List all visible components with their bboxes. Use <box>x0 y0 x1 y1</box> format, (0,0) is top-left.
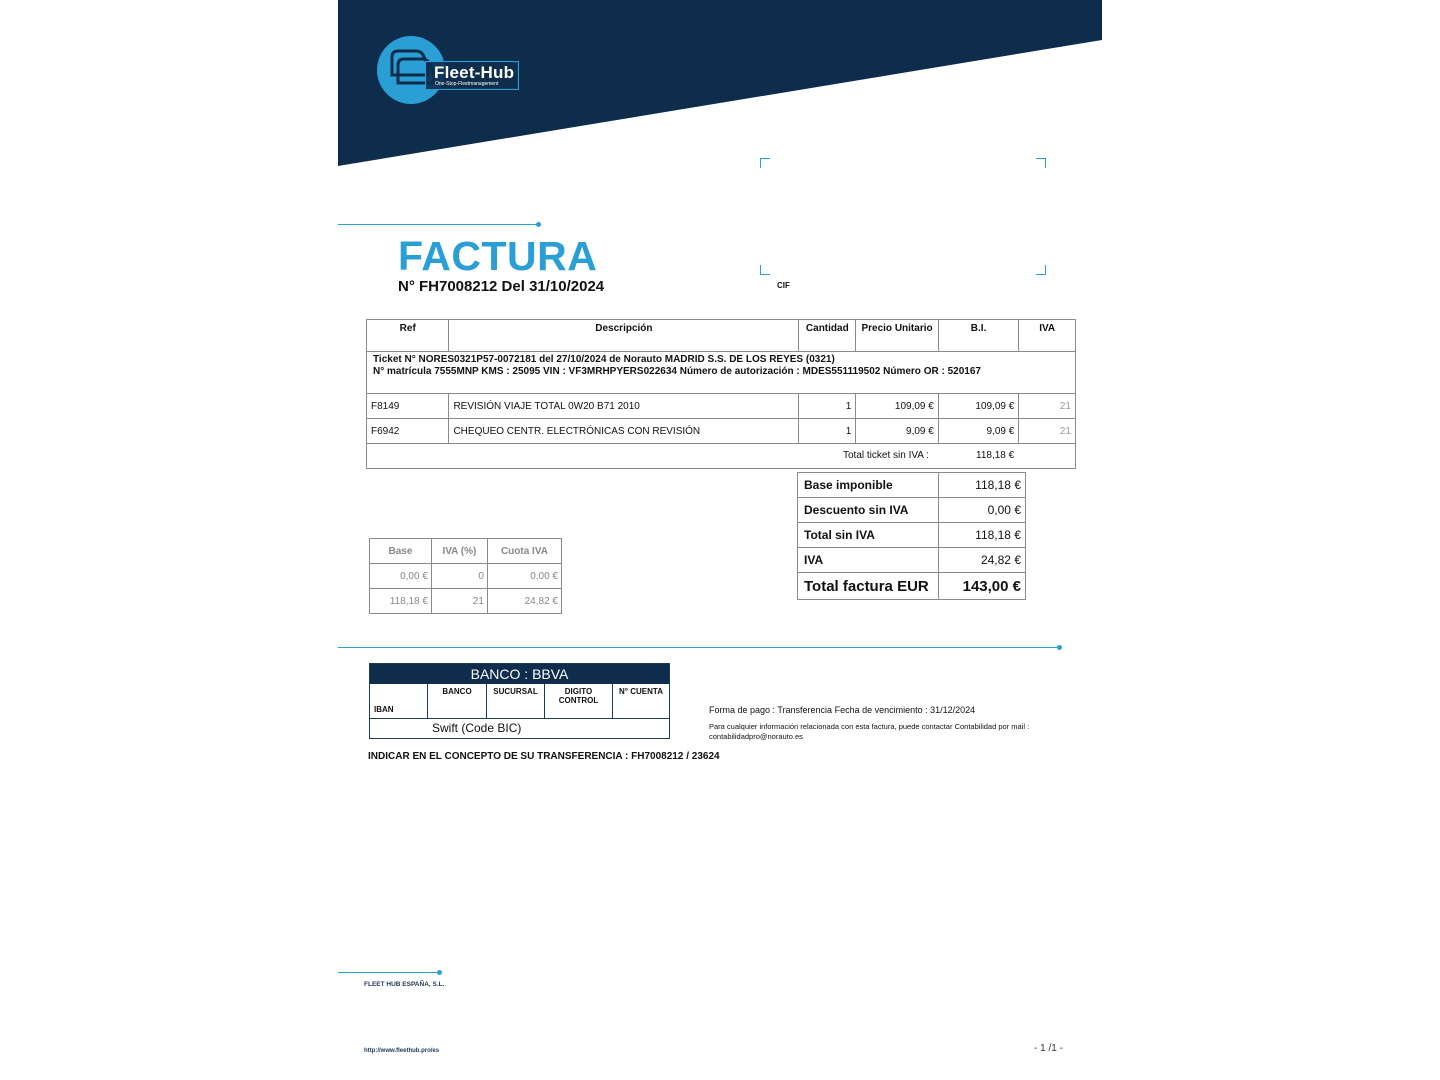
cif-label: CIF <box>777 281 790 290</box>
grand-total-value: 143,00 € <box>939 573 1026 600</box>
title-rule-dot <box>536 222 541 227</box>
vat-col-base: Base <box>370 539 432 564</box>
vat-col-pct: IVA (%) <box>431 539 487 564</box>
col-iva: IVA <box>1019 320 1076 352</box>
base-label: Base imponible <box>798 473 939 498</box>
address-corner-tl <box>760 158 770 168</box>
section-rule <box>338 647 1060 648</box>
totals-row <box>798 548 1026 573</box>
address-corner-bl <box>760 265 770 275</box>
footer-rule <box>338 972 440 973</box>
logo-name: Fleet-Hub <box>434 63 515 82</box>
row-quantity: 1 <box>799 394 856 419</box>
ticket-line-2: N° matrícula 7555MNP KMS : 25095 VIN : VF3MRHPYERS022634 Número de autorización : MDES551119502 Número OR : 520167 <box>373 366 981 377</box>
bank-col-cuenta: N° CUENTA <box>612 684 669 718</box>
ticket-info-row <box>367 352 1076 394</box>
company-name: FLEET HUB ESPAÑA, S.L. <box>364 981 445 988</box>
col-bi: B.I. <box>938 320 1019 352</box>
row-unit-price: 109,09 € <box>856 394 939 419</box>
address-corner-br <box>1036 265 1046 275</box>
row-iva: 21 <box>1019 394 1076 419</box>
invoice-number: N° FH7008212 Del 31/10/2024 <box>398 278 605 295</box>
discount-value: 0,00 € <box>939 498 1026 523</box>
page-indicator: - 1 /1 - <box>1034 1043 1063 1054</box>
row-ref: F6942 <box>367 419 449 444</box>
ticket-line-1: Ticket N° NORES0321P57-0072181 del 27/10/2024 de Norauto MADRID S.S. DE LOS REYES (0321) <box>373 354 835 365</box>
vat-base: 118,18 € <box>370 589 432 614</box>
ticket-total-label: Total ticket sin IVA : <box>843 450 929 461</box>
totals-table <box>797 472 1026 600</box>
payment-info: Forma de pago : Transferencia Fecha de vencimiento : 31/12/2024 <box>709 705 976 715</box>
net-label: Total sin IVA <box>798 523 939 548</box>
payment-note: Para cualquier información relacionada con esta factura, puede contactar Contabilidad por mail : contabilidadpro@norauto.es <box>709 722 1030 741</box>
swift-label: Swift (Code BIC) <box>432 721 522 735</box>
title-rule <box>338 224 538 225</box>
ticket-total-row <box>367 444 1076 469</box>
iban-label: IBAN <box>374 705 394 714</box>
row-bi: 9,09 € <box>938 419 1019 444</box>
vat-label: IVA <box>798 548 939 573</box>
bank-divider <box>370 718 669 719</box>
brand-logo <box>376 35 526 107</box>
col-unit-price: Precio Unitario <box>856 320 939 352</box>
row-ref: F8149 <box>367 394 449 419</box>
vat-pct: 21 <box>431 589 487 614</box>
net-value: 118,18 € <box>939 523 1026 548</box>
vat-col-amount: Cuota IVA <box>487 539 561 564</box>
row-bi: 109,09 € <box>938 394 1019 419</box>
company-website: http://www.fleethub.pro/es <box>364 1048 440 1054</box>
col-description: Descripción <box>449 320 799 352</box>
items-table-header <box>367 320 1076 352</box>
table-row <box>367 394 1076 419</box>
row-iva: 21 <box>1019 419 1076 444</box>
grand-total-label: Total factura EUR <box>798 573 939 600</box>
items-table <box>366 319 1076 469</box>
section-rule-dot <box>1057 645 1062 650</box>
row-description: CHEQUEO CENTR. ELECTRÓNICAS CON REVISIÓN <box>449 419 799 444</box>
table-row <box>370 589 562 614</box>
bank-title: BANCO : BBVA <box>370 664 669 684</box>
vat-base: 0,00 € <box>370 564 432 589</box>
page-title: FACTURA <box>398 233 598 279</box>
table-row <box>367 419 1076 444</box>
vat-breakdown-table <box>369 538 562 614</box>
discount-label: Descuento sin IVA <box>798 498 939 523</box>
vat-value: 24,82 € <box>939 548 1026 573</box>
bank-col-sucursal: SUCURSAL <box>486 684 544 718</box>
base-value: 118,18 € <box>939 473 1026 498</box>
table-row <box>370 564 562 589</box>
transfer-concept: INDICAR EN EL CONCEPTO DE SU TRANSFERENCIA : FH7008212 / 23624 <box>368 751 720 762</box>
vat-table-header <box>370 539 562 564</box>
vat-pct: 0 <box>431 564 487 589</box>
totals-row <box>798 473 1026 498</box>
row-quantity: 1 <box>799 419 856 444</box>
logo-tagline: One-Stop-Fleetmanagement <box>435 81 499 87</box>
footer-rule-dot <box>437 970 442 975</box>
bank-col-digito: DIGITO CONTROL <box>544 684 612 718</box>
row-description: REVISIÓN VIAJE TOTAL 0W20 B71 2010 <box>449 394 799 419</box>
totals-row <box>798 498 1026 523</box>
col-ref: Ref <box>367 320 449 352</box>
address-corner-tr <box>1036 158 1046 168</box>
grand-total-row <box>798 573 1026 600</box>
row-unit-price: 9,09 € <box>856 419 939 444</box>
bank-box <box>369 663 670 739</box>
totals-row <box>798 523 1026 548</box>
bank-col-banco: BANCO <box>427 684 486 718</box>
vat-amount: 0,00 € <box>487 564 561 589</box>
vat-amount: 24,82 € <box>487 589 561 614</box>
ticket-total-value: 118,18 € <box>976 450 1015 461</box>
col-quantity: Cantidad <box>799 320 856 352</box>
invoice-page <box>338 0 1102 1080</box>
